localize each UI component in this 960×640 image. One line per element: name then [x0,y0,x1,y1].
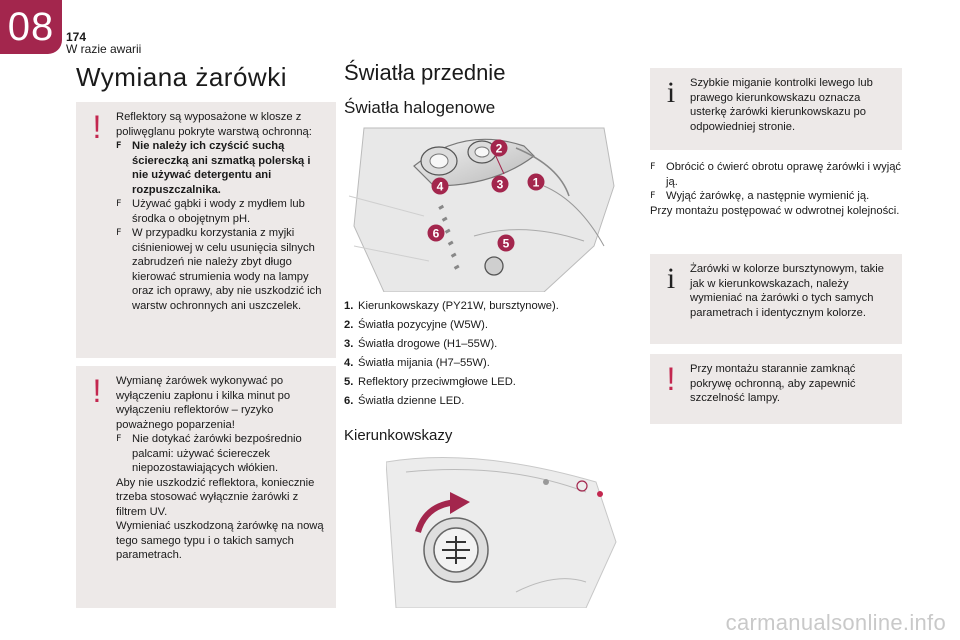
info-text: Szybkie miganie kontrolki lewego lub prawego kierunkowskazu oznacza usterkę żarówki kierunkowskazu po odpowiedniej stronie. [690,77,873,133]
svg-text:4: 4 [436,179,444,194]
warning-bullet: F Nie należy ich czyścić suchą ściereczką ani szmatką polerską i nie używać detergentu ani rozpuszczalnika. [116,139,328,197]
warning-box-cover [650,354,902,424]
warning-text: Przy montażu starannie zamknąć pokrywę ochronną, aby zapewnić szczelność lampy. [690,363,856,404]
info-box-fast-blink [650,68,902,150]
warning-box-polycarbonate [76,102,336,358]
warning-bullet: F Nie dotykać żarówki bezpośrednio palcami: używać ściereczek niepozostawiających włókien. [116,432,328,476]
svg-text:6: 6 [432,226,440,241]
svg-text:2: 2 [495,141,503,156]
warning-paragraph: Wymieniać uszkodzoną żarówkę na nową tego samego typu i o takich samych parametrach. [116,520,324,561]
legend-item: 6. Światła dzienne LED. [344,395,465,407]
svg-text:3: 3 [496,177,504,192]
legend-item: 4. Światła mijania (H7–55W). [344,357,490,369]
legend-item: 2. Światła pozycyjne (W5W). [344,319,488,331]
page-number: 174 [66,30,87,44]
svg-text:5: 5 [502,236,510,251]
legend-item: 1. Kierunkowskazy (PY21W, bursztynowe). [344,300,559,312]
callout-3 [492,176,509,193]
legend-item: 3. Światła drogowe (H1–55W). [344,338,498,350]
bulb-legend [344,300,614,414]
warning-bullet: F W przypadku korzystania z myjki ciśnieniowej w celu usunięcia silnych zabrudzeń nie należy zbyt długo kierować strumienia wody na lampy oraz ich oprawy, aby nie uszkodzić ich warstw ochronnych ani uszczelek. [116,226,328,313]
section-subtitle: Światła halogenowe [344,98,496,117]
headlight-illustration [344,126,620,292]
callout-4 [432,178,449,195]
warning-bullet: F Używać gąbki i wody z mydłem lub środka o obojętnym pH. [116,197,328,226]
step-item: Przy montażu postępować w odwrotnej kolejności. [650,204,900,217]
info-icon: i [666,262,676,295]
info-icon: i [666,76,676,109]
warning-intro: Wymianę żarówek wykonywać po wyłączeniu zapłonu i kilka minut po wyłączeniu reflektorów – ryzyko poważnego poparzenia! [116,375,291,431]
callout-5 [498,235,515,252]
indicator-illustration [386,452,618,608]
indicator-drawing [386,452,618,608]
callout-2 [491,140,508,157]
info-box-amber-bulbs [650,254,902,344]
step-item: F Obrócić o ćwierć obrotu oprawę żarówki i wyjąć ją. [650,160,906,189]
chapter-tab: 08 [0,0,62,54]
info-text: Żarówki w kolorze bursztynowym, takie jak w kierunkowskazach, należy wymieniać na żarówki o tych samych parametrach i identycznym kolorze. [690,263,884,319]
callout-1 [528,174,545,191]
warning-paragraph: Aby nie uszkodzić reflektora, koniecznie trzeba stosować wyłącznie żarówki z filtrem UV. [116,476,315,518]
section-title: Światła przednie [344,60,506,85]
warning-icon: ! [666,361,676,397]
warning-box-burn [76,366,336,608]
svg-text:1: 1 [532,175,540,190]
callout-6 [428,225,445,242]
warning-icon: ! [92,109,102,145]
section-name: W razie awarii [66,42,142,56]
section-subtitle-indicators: Kierunkowskazy [344,427,453,444]
warning-intro: Reflektory są wyposażone w klosze z poliwęglanu pokryte warstwą ochronną: [116,111,312,138]
car-front-drawing [344,126,620,292]
legend-item: 5. Reflektory przeciwmgłowe LED. [344,376,516,388]
watermark: carmanualsonline.info [725,610,946,635]
replacement-steps [650,160,906,218]
step-item: F Wyjąć żarówkę, a następnie wymienić ją. [650,189,906,204]
warning-icon: ! [92,373,102,409]
page-title: Wymiana żarówki [76,62,287,92]
